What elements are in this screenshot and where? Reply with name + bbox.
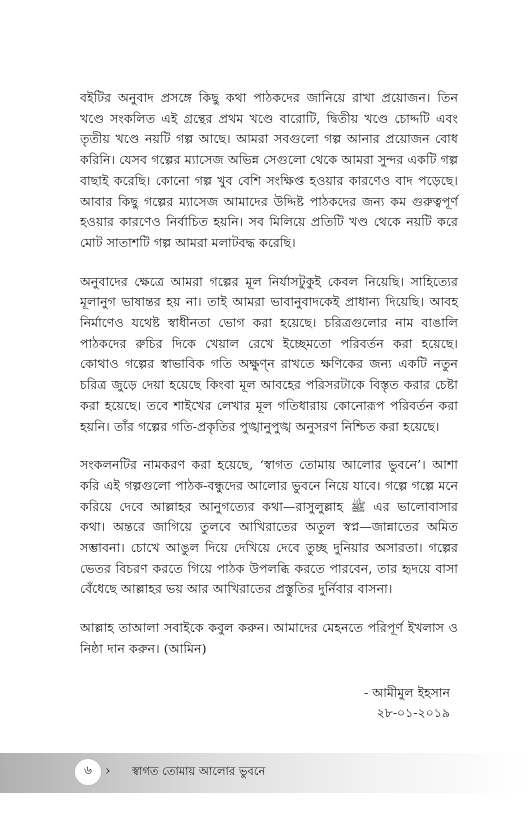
running-title: স্বাগত তোমায় আলোর ভুবনে <box>132 764 266 778</box>
paragraph-translation-notes: বইটির অনুবাদ প্রসঙ্গে কিছু কথা পাঠকদের জানিয়ে রাখা প্রয়োজন। তিন খণ্ডে সংকলিত এই গ্রন্থের প্রথম খণ্ডে বারোটি, দ্বিতীয় খণ্ডে চোদ্দটি এবং তৃতীয় খণ্ডে নয়টি গল্প আছে। আমরা সবগুলো গল্প আনার প্রয়োজন বোধ করিনি। যেসব গল্পের ম্যাসেজ অভিন্ন সেগুলো থেকে আমরা সুন্দর একটি গল্প বাছাই করেছি। কোনো গল্প খুব বেশি সংক্ষিপ্ত হওয়ার কারণেও বাদ পড়েছে। আবার কিছু গল্পের ম্যাসেজ আমাদের উদ্দিষ্ট পাঠকদের জন্য কম গুরুত্বপূর্ণ হওয়ার কারণেও নির্বাচিত হয়নি। সব মিলিয়ে প্রতিটি খণ্ড থেকে নয়টি করে মোট সাতাশটি গল্প আমরা মলাটবদ্ধ করেছি। <box>80 90 458 250</box>
paragraph-translation-approach: অনুবাদের ক্ষেত্রে আমরা গল্পের মূল নির্যাসটুকুই কেবল নিয়েছি। সাহিত্যের মূলানুগ ভাষান্তর হয় না। তাই আমরা ভাবানুবাদকেই প্রাধান্য দিয়েছি। আবহ নির্মাণেও যথেষ্ট স্বাধীনতা ভোগ করা হয়েছে। চরিত্রগুলোর নাম বাঙালি পাঠকদের রুচির দিকে খেয়াল রেখে ইচ্ছেমতো পরিবর্তন করা হয়েছে। কোথাও গল্পের স্বাভাবিক গতি অক্ষুণ্ন রাখতে ক্ষণিকের জন্য একটি নতুন চরিত্র জুড়ে দেয়া হয়েছে কিংবা মূল আবহের পরিসরটাকে বিস্তৃত করার চেষ্টা করা হয়েছে। তবে শাইখের লেখার মূল গতিধারায় কোনোরূপ পরিবর্তন করা হয়নি। তাঁর গল্পের গতি-প্রকৃতির পুঙ্খানুপুঙ্খ অনুসরণ নিশ্চিত করা হয়েছে। <box>80 273 458 434</box>
signature-block <box>364 683 450 723</box>
page-number <box>74 758 102 786</box>
signature-date: ২৮-০১-২০১৯ <box>376 705 450 720</box>
body-text <box>80 88 458 678</box>
chevron-right-icon: › <box>105 763 111 779</box>
author-name: - আমীমুল ইহসান <box>364 685 450 700</box>
paragraph-book-title-note: সংকলনটির নামকরণ করা হয়েছে, ‘স্বাগত তোমায় আলোর ভুবনে’। আশা করি এই গল্পগুলো পাঠক-বন্ধুদের আলোর ভুবনে নিয়ে যাবে। গল্পে গল্পে মনে করিয়ে দেবে আল্লাহর আনুগত্যের কথা—রাসুলুল্লাহ ﷺ এর ভালোবাসার কথা। অন্তরে জাগিয়ে তুলবে আখিরাতের অতুল স্বপ্ন—জান্নাতের অমিত সম্ভাবনা। চোখে আঙুল দিয়ে দেখিয়ে দেবে তুচ্ছ দুনিয়ার অসারতা। গল্পের ভেতর বিচরণ করতে গিয়ে পাঠক উপলব্ধি করতে পারবেন, তার হৃদয়ে বাসা বেঁধেছে আল্লাহর ভয় আর আখিরাতের প্রস্তুতির দুর্নিবার বাসনা। <box>80 457 458 597</box>
paragraph-prayer: আল্লাহ তাআলা সবাইকে কবুল করুন। আমাদের মেহনতে পরিপূর্ণ ইখলাস ও নিষ্ঠা দান করুন। (আমিন) <box>80 620 458 656</box>
page-number-label: ৬ <box>84 763 92 777</box>
